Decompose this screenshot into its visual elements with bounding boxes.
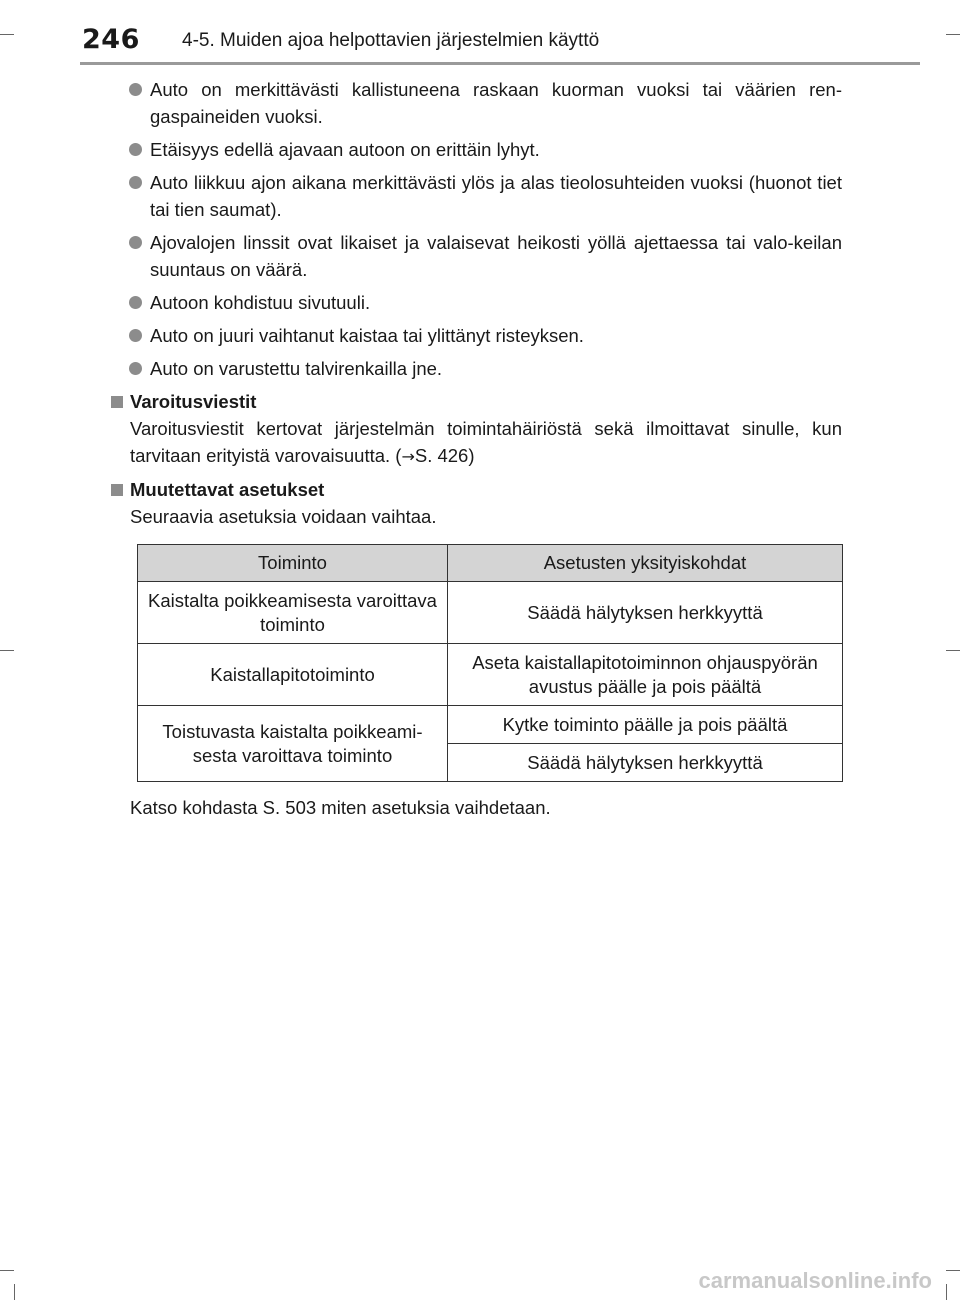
bullet-item xyxy=(110,136,842,163)
crop-mark xyxy=(946,650,960,651)
function-cell: Kaistallapitotoiminto xyxy=(138,644,448,706)
watermark-logo: carmanualsonline.info xyxy=(698,1268,932,1293)
page-reference: S. 426 xyxy=(414,445,469,466)
bullet-dot-icon xyxy=(129,176,142,189)
bullet-dot-icon xyxy=(129,83,142,96)
bullet-dot-icon xyxy=(129,362,142,375)
bullet-dot-icon xyxy=(129,296,142,309)
bullet-item xyxy=(110,355,842,382)
bullet-dot-icon xyxy=(129,236,142,249)
function-cell: Toistuvasta kaistalta poikkeami-sesta varoittava toiminto xyxy=(138,706,448,782)
table-header-cell: Toiminto xyxy=(138,545,448,582)
table-row xyxy=(138,582,843,644)
bullet-text: Etäisyys edellä ajavaan autoon on erittäin lyhyt. xyxy=(150,139,540,160)
bullet-text: Auto liikkuu ajon aikana merkittävästi ylös ja alas tieolosuhteiden vuoksi (huonot tiet tai tien saumat). xyxy=(150,172,842,220)
bullet-item xyxy=(110,229,842,283)
details-cell: Aseta kaistallapitotoiminnon ohjauspyörän avustus päälle ja pois päältä xyxy=(448,644,843,706)
settings-heading: Muutettavat asetukset xyxy=(110,476,842,503)
crop-mark xyxy=(946,34,960,35)
bullet-item xyxy=(110,322,842,349)
details-cell: Kytke toiminto päälle ja pois päältä xyxy=(448,706,843,744)
crop-mark xyxy=(0,650,14,651)
square-bullet-icon xyxy=(111,396,123,408)
settings-intro: Seuraavia asetuksia voidaan vaihtaa. xyxy=(130,506,437,527)
bullet-text: Auto on varustettu talvirenkailla jne. xyxy=(150,358,443,379)
settings-table xyxy=(137,544,843,782)
bullet-dot-icon xyxy=(129,329,142,342)
section-title: 4-5. Muiden ajoa helpottavien järjestelmien käyttö xyxy=(182,30,600,51)
warnings-text: Varoitusviestit kertovat järjestelmän toimintahäiriöstä sekä ilmoittavat sinulle, kun tarvitaan erityistä varovaisuutta. (→S. 426) xyxy=(130,418,842,466)
details-cell: Säädä hälytyksen herkkyyttä xyxy=(448,582,843,644)
arrow-icon: → xyxy=(401,447,415,466)
bullet-item xyxy=(110,289,842,316)
table-row xyxy=(138,644,843,706)
table-header-cell: Asetusten yksityiskohdat xyxy=(448,545,843,582)
square-bullet-icon xyxy=(111,484,123,496)
crop-mark xyxy=(946,1270,960,1271)
page-header xyxy=(0,0,960,70)
bullet-item xyxy=(110,76,842,130)
details-cell: Säädä hälytyksen herkkyyttä xyxy=(448,744,843,782)
page-number: 246 xyxy=(82,24,140,55)
crop-mark xyxy=(0,1270,14,1271)
bullet-dot-icon xyxy=(129,143,142,156)
bullet-text: Autoon kohdistuu sivutuuli. xyxy=(150,292,371,313)
crop-mark xyxy=(14,1284,15,1300)
header-rule xyxy=(80,62,920,65)
crop-mark xyxy=(0,34,14,35)
settings-footnote: Katso kohdasta S. 503 miten asetuksia vaihdetaan. xyxy=(130,797,551,818)
crop-mark xyxy=(946,1284,947,1300)
bullet-text: Auto on merkittävästi kallistuneena raskaan kuorman vuoksi tai väärien ren-gaspaineiden vuoksi. xyxy=(150,79,842,127)
bullet-item xyxy=(110,169,842,223)
bullet-text: Ajovalojen linssit ovat likaiset ja valaisevat heikosti yöllä ajettaessa tai valo-keilan suuntaus on väärä. xyxy=(150,232,842,280)
function-cell: Kaistalta poikkeamisesta varoittava toiminto xyxy=(138,582,448,644)
bullet-text: Auto on juuri vaihtanut kaistaa tai ylittänyt risteyksen. xyxy=(150,325,584,346)
warnings-heading: Varoitusviestit xyxy=(110,388,842,415)
table-header-row xyxy=(138,545,843,582)
table-row xyxy=(138,706,843,744)
page-content xyxy=(110,76,842,821)
